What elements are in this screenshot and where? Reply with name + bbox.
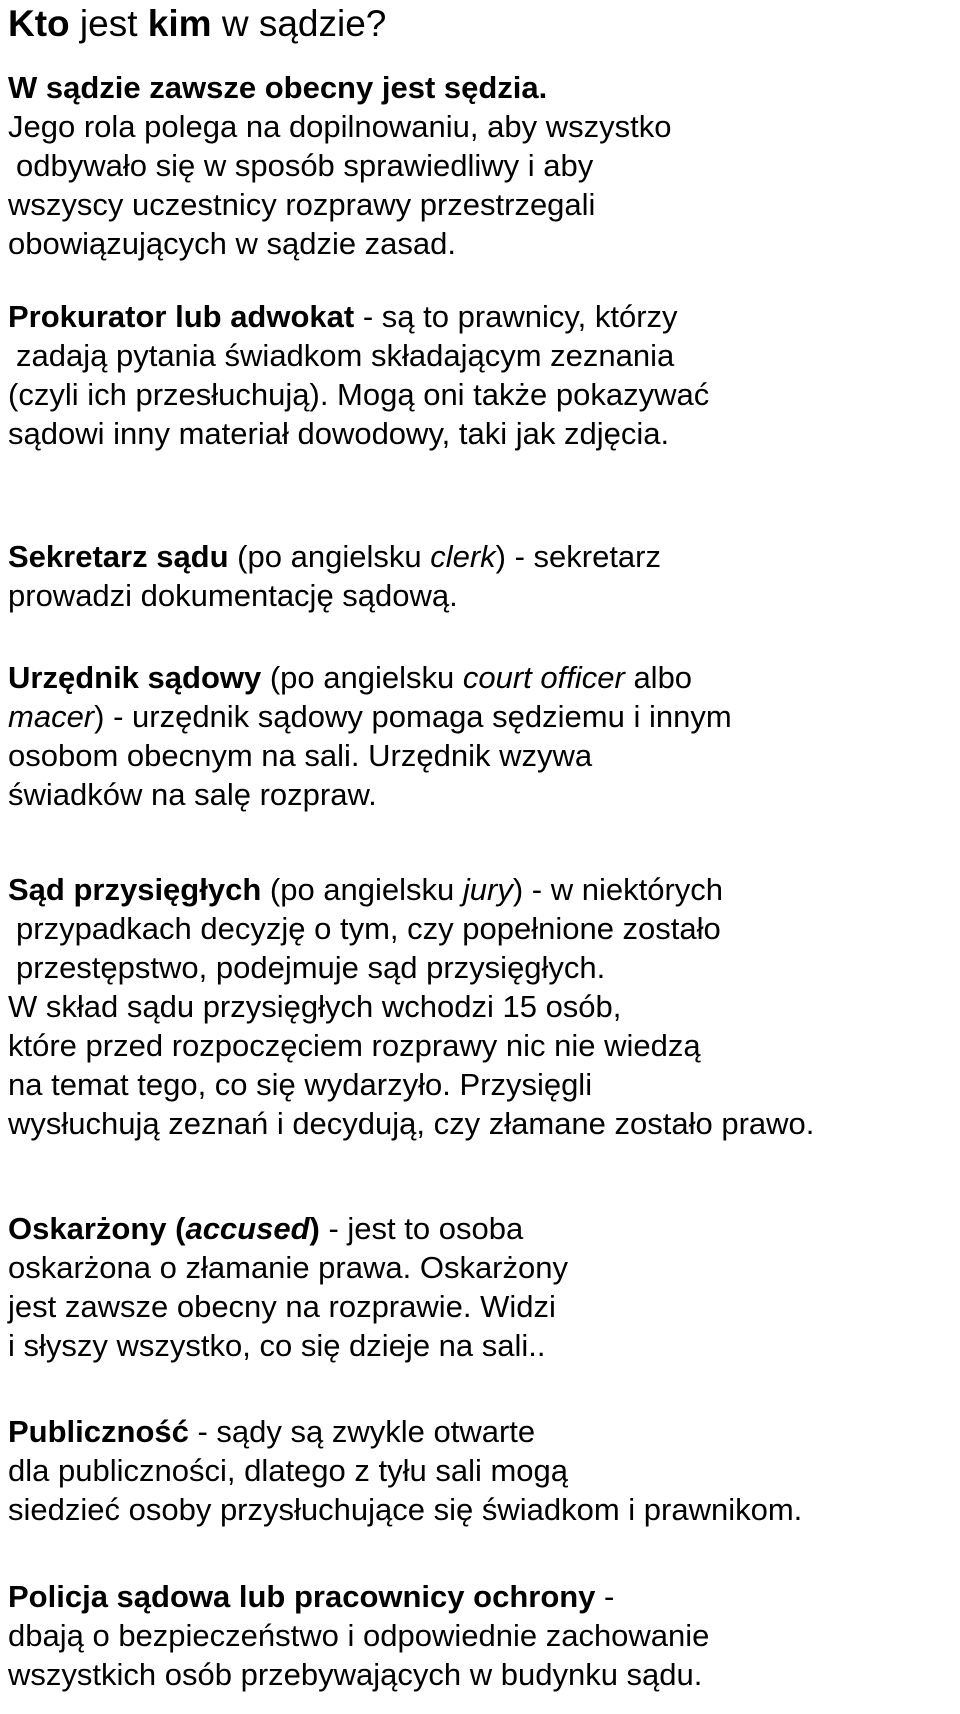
judge-line: Jego rola polega na dopilnowaniu, aby wszystko [8, 109, 672, 144]
jury-line: przypadkach decyzję o tym, czy popełnione zostało [16, 911, 721, 946]
title-word-kim: kim [147, 3, 212, 44]
jury-line: przestępstwo, podejmuje sąd przysięgłych. [16, 950, 606, 985]
page-title [8, 0, 386, 48]
judge-line: obowiązujących w sądzie zasad. [8, 226, 457, 261]
accused-english-term: accused [185, 1211, 310, 1246]
officer-english-term-2: macer [8, 699, 95, 734]
prosecutor-line: (czyli ich przesłuchują). Mogą oni także pokazywać [8, 377, 710, 412]
section-public [8, 1412, 802, 1529]
clerk-post: ) - sekretarz [495, 539, 661, 574]
accused-rest: - jest to osoba [319, 1211, 524, 1246]
section-court-officer [8, 658, 732, 814]
accused-line: i słyszy wszystko, co się dzieje na sali.. [8, 1328, 546, 1363]
clerk-term: Sekretarz sądu [8, 539, 229, 574]
section-judge [8, 68, 671, 263]
police-line: wszystkich osób przebywających w budynku sądu. [8, 1657, 703, 1692]
section-jury [8, 870, 814, 1143]
jury-post: ) - w niektórych [512, 872, 724, 907]
officer-line: świadków na salę rozpraw. [8, 777, 377, 812]
jury-pre: (po angielsku [261, 872, 463, 907]
police-rest: - [595, 1579, 615, 1614]
title-word-kto: Kto [8, 3, 70, 44]
officer-line2-rest: ) - urzędnik sądowy pomaga sędziemu i innym [94, 699, 732, 734]
jury-line: które przed rozpoczęciem rozprawy nic nie wiedzą [8, 1028, 701, 1063]
judge-line: wszyscy uczestnicy rozprawy przestrzegali [8, 187, 596, 222]
jury-term: Sąd przysięgłych [8, 872, 262, 907]
jury-line: na temat tego, co się wydarzyło. Przysięgli [8, 1067, 593, 1102]
title-rest: w sądzie? [211, 3, 387, 44]
accused-line: jest zawsze obecny na rozprawie. Widzi [8, 1289, 556, 1324]
officer-english-term: court officer [462, 660, 625, 695]
accused-close: ) [309, 1211, 320, 1246]
title-word-jest: jest [69, 3, 148, 44]
section-court-police [8, 1577, 709, 1694]
prosecutor-line: zadają pytania świadkom składającym zeznania [16, 338, 675, 373]
jury-line: wysłuchują zeznań i decydują, czy złamane zostało prawo. [8, 1106, 815, 1141]
officer-post: albo [624, 660, 693, 695]
jury-english-term: jury [462, 872, 513, 907]
public-line: siedzieć osoby przysłuchujące się świadkom i prawnikom. [8, 1492, 803, 1527]
police-term: Policja sądowa lub pracownicy ochrony [8, 1579, 596, 1614]
public-line: dla publiczności, dlatego z tyłu sali mogą [8, 1453, 569, 1488]
prosecutor-line1-rest: - są to prawnicy, którzy [354, 299, 678, 334]
public-term: Publiczność [8, 1414, 189, 1449]
section-prosecutor [8, 297, 709, 453]
judge-heading: W sądzie zawsze obecny jest sędzia. [8, 70, 548, 105]
judge-line: odbywało się w sposób sprawiedliwy i aby [16, 148, 594, 183]
police-line: dbają o bezpieczeństwo i odpowiednie zachowanie [8, 1618, 710, 1653]
clerk-pre: (po angielsku [228, 539, 431, 574]
prosecutor-term: Prokurator lub adwokat [8, 299, 355, 334]
officer-term: Urzędnik sądowy [8, 660, 262, 695]
accused-term: Oskarżony ( [8, 1211, 186, 1246]
clerk-line: prowadzi dokumentację sądową. [8, 578, 458, 613]
officer-line: osobom obecnym na sali. Urzędnik wzywa [8, 738, 593, 773]
prosecutor-line: sądowi inny materiał dowodowy, taki jak zdjęcia. [8, 416, 670, 451]
jury-line: W skład sądu przysięgłych wchodzi 15 osób, [8, 989, 622, 1024]
public-rest: - sądy są zwykle otwarte [188, 1414, 536, 1449]
officer-pre: (po angielsku [261, 660, 463, 695]
clerk-english-term: clerk [430, 539, 496, 574]
section-clerk [8, 537, 661, 615]
section-accused [8, 1209, 568, 1365]
accused-line: oskarżona o złamanie prawa. Oskarżony [8, 1250, 568, 1285]
